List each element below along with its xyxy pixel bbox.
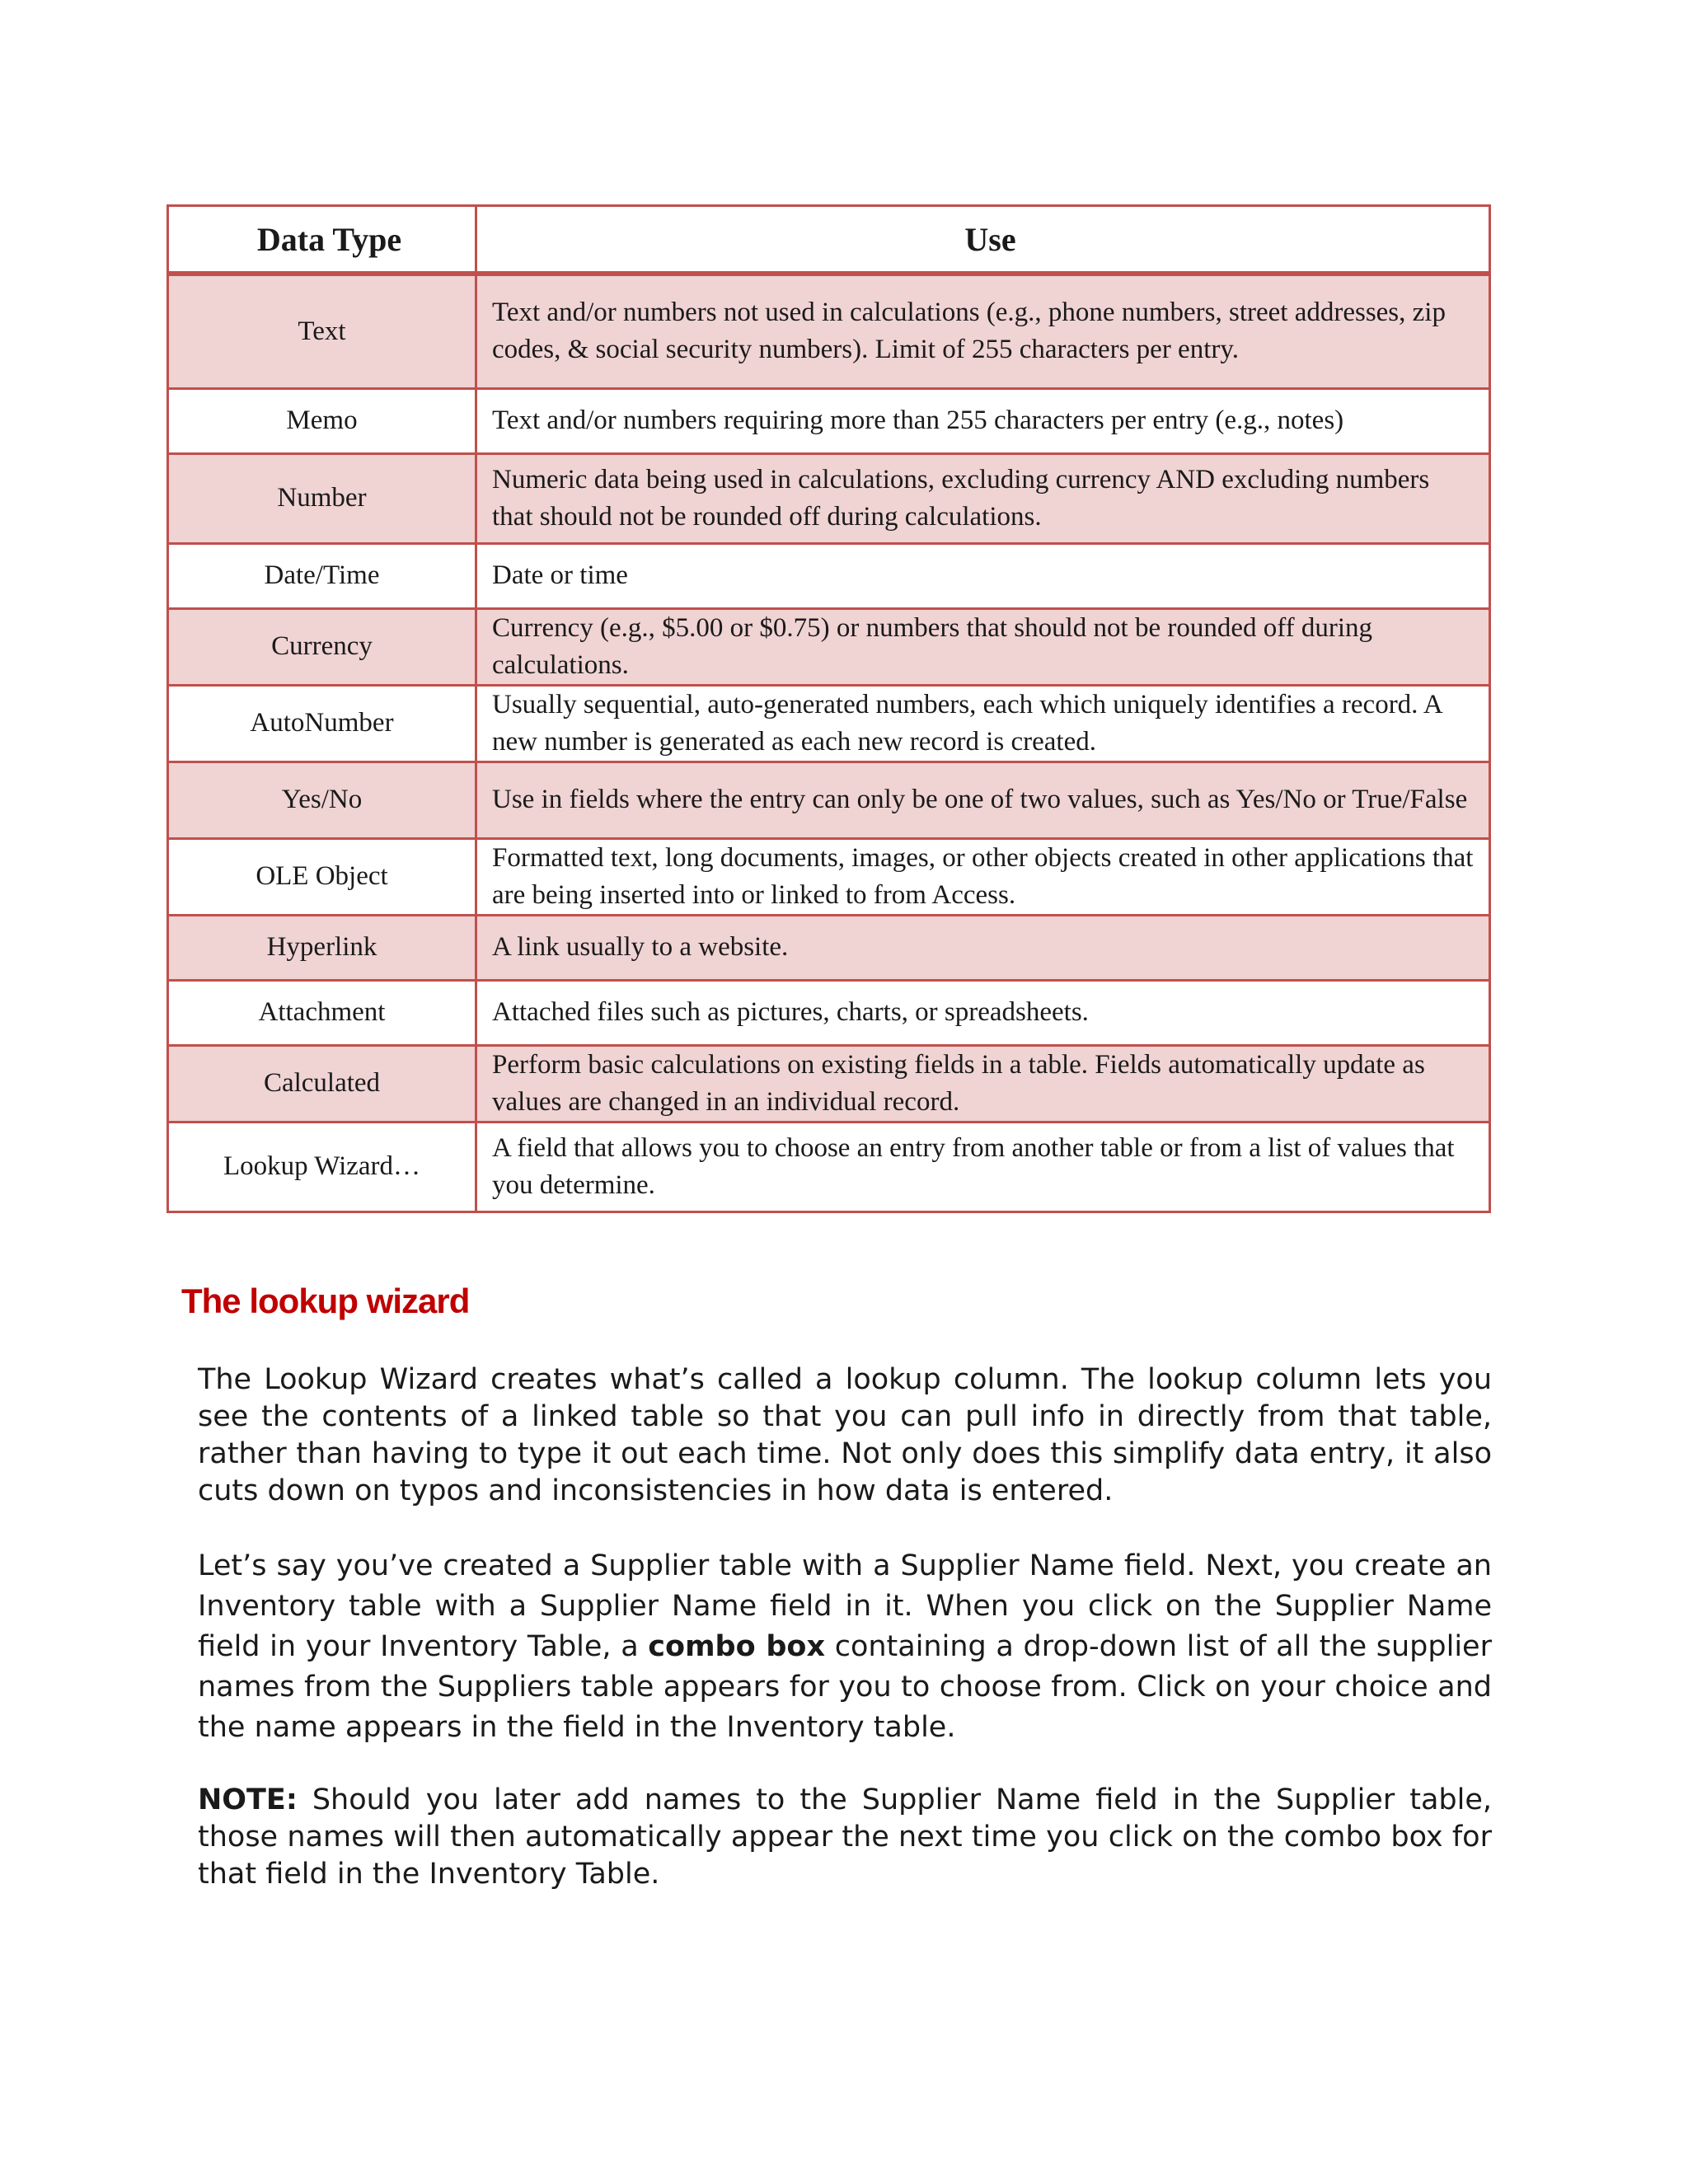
cell-type: Lookup Wizard… [168,1122,476,1212]
table-row [168,1122,1490,1212]
section-heading: The lookup wizard [181,1282,470,1320]
cell-type: OLE Object [168,838,476,915]
header-data-type: Data Type [168,206,476,274]
table-row [168,915,1490,980]
cell-type: Number [168,453,476,543]
table-row [168,1045,1490,1122]
paragraph-note [198,1782,1492,1893]
cell-type: Currency [168,608,476,685]
note-text: Should you later add names to the Supplier Name field in the Supplier table, those names will then automatically appear the next time you click on the combo box for that field in the Inventory Table. [198,1783,1492,1891]
table-row [168,980,1490,1045]
cell-use: Perform basic calculations on existing fields in a table. Fields automatically update as values are changed in an individual record. [476,1045,1490,1122]
data-types-table [166,204,1491,1213]
cell-use: Numeric data being used in calculations, excluding currency AND excluding numbers that should not be rounded off during calculations. [476,453,1490,543]
cell-type: Text [168,274,476,388]
table-row [168,453,1490,543]
cell-use: Usually sequential, auto-generated numbers, each which uniquely identifies a record. A new number is generated as each new record is created. [476,685,1490,762]
cell-use: A field that allows you to choose an entry from another table or from a list of values that you determine. [476,1122,1490,1212]
paragraph-supplier-example [198,1546,1492,1748]
cell-use: Currency (e.g., $5.00 or $0.75) or numbers that should not be rounded off during calculations. [476,608,1490,685]
cell-use: Formatted text, long documents, images, or other objects created in other applications that are being inserted into or linked to from Access. [476,838,1490,915]
cell-use: Use in fields where the entry can only be one of two values, such as Yes/No or True/False [476,762,1490,838]
cell-use: Text and/or numbers requiring more than 255 characters per entry (e.g., notes) [476,388,1490,453]
header-use: Use [476,206,1490,274]
table-row [168,762,1490,838]
table-row [168,685,1490,762]
cell-use: Text and/or numbers not used in calculations (e.g., phone numbers, street addresses, zip codes, & social security numbers). Limit of 255 characters per entry. [476,274,1490,388]
cell-type: AutoNumber [168,685,476,762]
table-row [168,388,1490,453]
cell-type: Calculated [168,1045,476,1122]
cell-use: Date or time [476,543,1490,608]
table-row [168,608,1490,685]
cell-type: Attachment [168,980,476,1045]
paragraph-text: containing a drop-down list of all the supplier names from the Suppliers table appears for you to choose from. Click on your choice and the name appears in the field in the Inventory table. [198,1630,1492,1744]
paragraph-lookup-intro: The Lookup Wizard creates what’s called a lookup column. The lookup column lets you see the contents of a linked table so that you can pull info in directly from that table, rather than having to type it out each time. Not only does this simplify data entry, it also cuts down on typos and inconsistencies in how data is entered. [198,1363,1492,1507]
table-row [168,274,1490,388]
table-header-row [168,206,1490,274]
combo-box-term: combo box [648,1630,826,1663]
cell-type: Memo [168,388,476,453]
cell-type: Hyperlink [168,915,476,980]
table-row [168,838,1490,915]
cell-use: A link usually to a website. [476,915,1490,980]
cell-type: Yes/No [168,762,476,838]
note-label: NOTE: [198,1783,298,1816]
paragraph-text: Let’s say you’ve created a Supplier table with a Supplier Name field. Next, you create an Inventory table with a Supplier Name field in it. When you click on the Supplier Name field in your Inventory Table, a [198,1549,1492,1663]
table-row [168,543,1490,608]
cell-type: Date/Time [168,543,476,608]
cell-use: Attached files such as pictures, charts, or spreadsheets. [476,980,1490,1045]
